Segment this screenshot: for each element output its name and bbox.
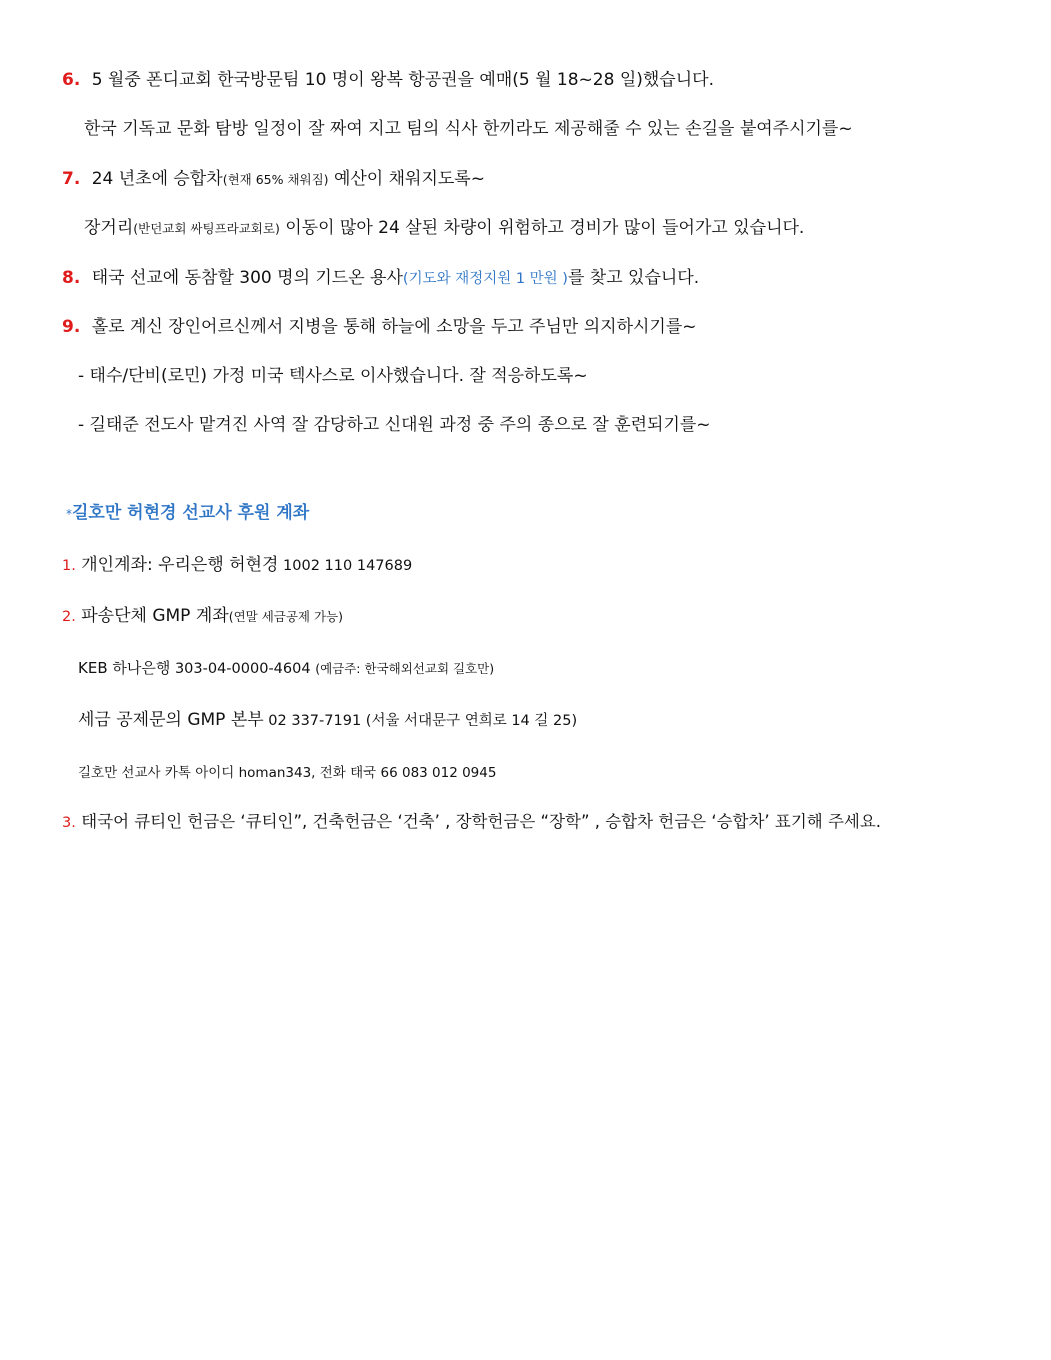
prayer-item-9 xyxy=(62,315,697,339)
prayer-item-8 xyxy=(62,266,699,291)
item-text: 24 년초에 승합차 xyxy=(91,169,223,189)
item-detail-text: 한국 기독교 문화 탐방 일정이 잘 짜여 지고 팀의 식사 한끼라도 제공해줄 수 있는 손길을 붙여주시기를~ xyxy=(84,119,853,139)
account-label: 파송단체 GMP 계좌 xyxy=(81,606,229,626)
item-note: (기도와 재정지원 1 만원 ) xyxy=(402,271,568,287)
bank-holder: (예금주: 한국해외선교회 길호만) xyxy=(315,661,495,676)
item-number: 9. xyxy=(62,317,81,337)
kakao-contact: 길호만 선교사 카톡 아이디 homan343, 전화 태국 66 083 012 0945 xyxy=(78,765,497,781)
bank-account: 303-04-0000-4604 xyxy=(170,661,316,677)
tax-phone: 02 337-7191 xyxy=(263,713,366,729)
item-text: 예산이 채워지도록~ xyxy=(328,169,485,189)
accounts-heading xyxy=(66,501,309,526)
tax-label: 세금 공제문의 GMP 본부 xyxy=(78,710,264,730)
item-text: 태국 선교에 동참할 300 명의 기드온 용사 xyxy=(91,268,403,288)
item-number: 6. xyxy=(62,70,81,90)
account-value: 1002 110 147689 xyxy=(278,558,413,574)
item-number: 8. xyxy=(62,268,81,288)
account-2-kakao xyxy=(78,760,496,785)
account-note-text: 태국어 큐티인 헌금은 ‘큐티인”, 건축헌금은 ‘건축’ , 장학헌금은 “장학” , 승합차 헌금은 ‘승합차’ 표기해 주세요. xyxy=(81,812,882,831)
heading-text: 길호만 허현경 선교사 후원 계좌 xyxy=(72,503,310,523)
prayer-item-7-detail xyxy=(84,216,804,241)
account-label: 개인계좌: 우리은행 허현경 xyxy=(81,555,279,575)
prayer-item-6 xyxy=(62,68,714,92)
prayer-item-6-detail xyxy=(84,117,853,141)
prayer-item-9-sub-1 xyxy=(78,364,588,388)
prayer-item-7 xyxy=(62,167,485,192)
sub-item-text: - 길태준 전도사 맡겨진 사역 잘 감당하고 신대원 과정 중 주의 종으로 잘 훈련되기를~ xyxy=(78,415,711,435)
prayer-item-9-sub-2 xyxy=(78,413,711,437)
item-text: 5 월중 폰디교회 한국방문팀 10 명이 왕복 항공권을 예매(5 월 18~28 일)했습니다. xyxy=(91,70,714,90)
account-number: 3. xyxy=(62,815,76,831)
account-1 xyxy=(62,553,412,578)
account-number: 2. xyxy=(62,609,76,625)
account-number: 1. xyxy=(62,558,76,574)
heading-star: * xyxy=(66,507,72,521)
account-3 xyxy=(62,810,881,835)
tax-address: (서울 서대문구 연희로 14 길 25) xyxy=(365,713,578,729)
account-2-tax xyxy=(78,708,577,733)
item-detail-text: 장거리 xyxy=(84,218,134,238)
bank-label: KEB 하나은행 xyxy=(78,659,171,677)
item-note: (반던교회 싸팅프라교회로) xyxy=(133,221,280,236)
account-2 xyxy=(62,604,343,629)
account-note: (연말 세금공제 가능) xyxy=(228,609,343,624)
item-detail-text: 이동이 많아 24 살된 차량이 위험하고 경비가 많이 들어가고 있습니다. xyxy=(279,218,805,238)
item-note: (현재 65% 채워짐) xyxy=(222,172,329,187)
item-text: 를 찾고 있습니다. xyxy=(567,268,700,288)
item-text: 홀로 계신 장인어르신께서 지병을 통해 하늘에 소망을 두고 주님만 의지하시기를~ xyxy=(91,317,697,337)
item-number: 7. xyxy=(62,169,81,189)
account-2-bank xyxy=(78,656,494,681)
sub-item-text: - 태수/단비(로민) 가정 미국 텍사스로 이사했습니다. 잘 적응하도록~ xyxy=(78,366,588,386)
